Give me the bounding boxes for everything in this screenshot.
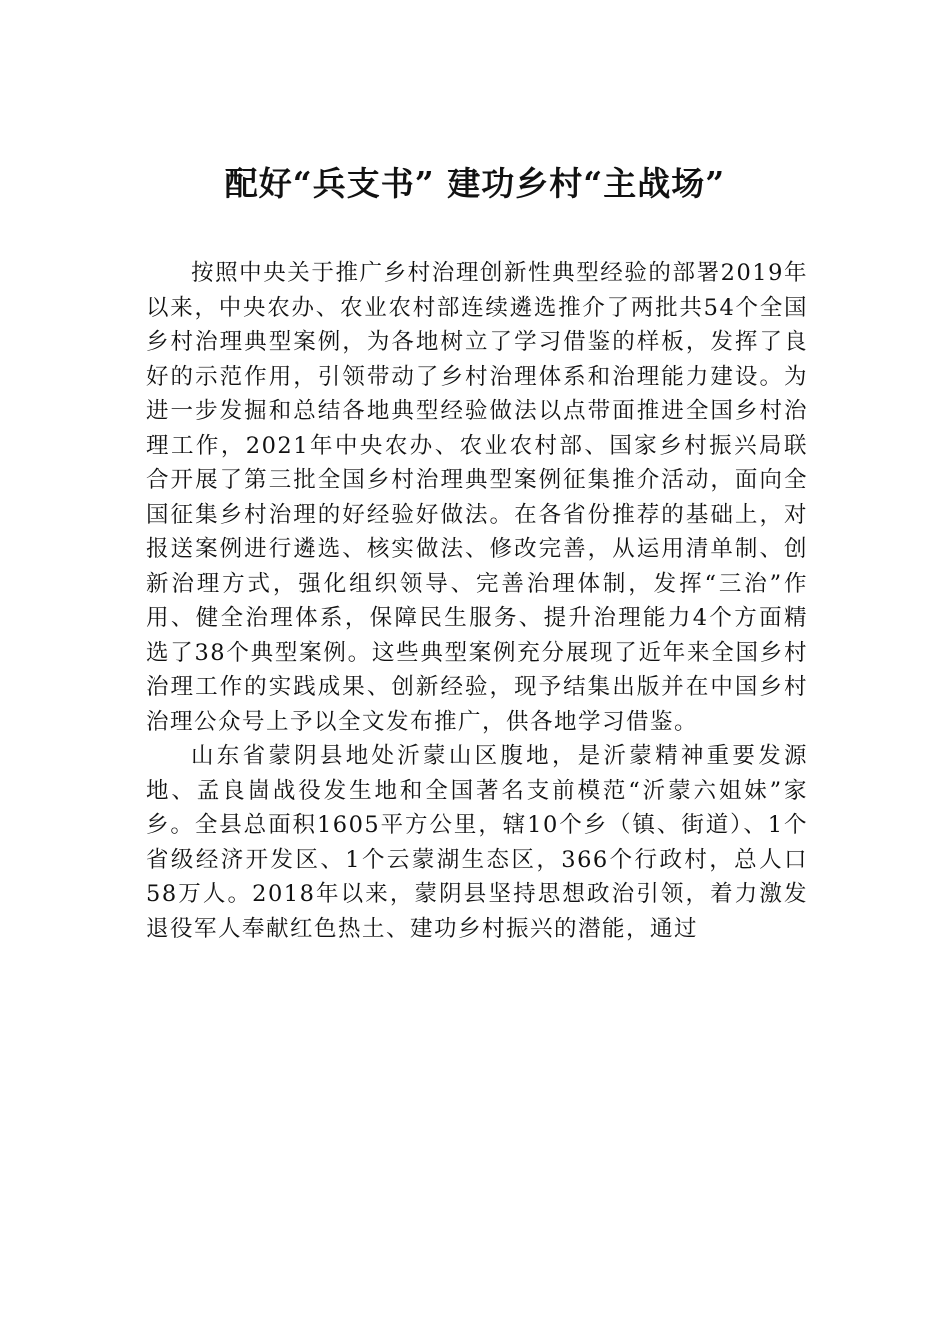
paragraph-2: 山东省蒙阴县地处沂蒙山区腹地，是沂蒙精神重要发源地、孟良崮战役发生地和全国著名支前模范“沂蒙六姐妹”家乡。全县总面积1605平方公里，辖10个乡（镇、街道）、1个省级经济开发区、1个云蒙湖生态区，366个行政村，总人口58万人。2018年以来，蒙阴县坚持思想政治引领，着力激发退役军人奉献红色热土、建功乡村振兴的潜能，通过 [146,743,808,942]
document-body [146,256,808,946]
paragraph-1: 按照中央关于推广乡村治理创新性典型经验的部署2019年以来，中央农办、农业农村部连续遴选推介了两批共54个全国乡村治理典型案例，为各地树立了学习借鉴的样板，发挥了良好的示范作用，引领带动了乡村治理体系和治理能力建设。为进一步发掘和总结各地典型经验做法以点带面推进全国乡村治理工作，2021年中央农办、农业农村部、国家乡村振兴局联合开展了第三批全国乡村治理典型案例征集推介活动，面向全国征集乡村治理的好经验好做法。在各省份推荐的基础上，对报送案例进行遴选、核实做法、修改完善，从运用清单制、创新治理方式，强化组织领导、完善治理体制，发挥“三治”作用、健全治理体系，保障民生服务、提升治理能力4个方面精选了38个典型案例。这些典型案例充分展现了近年来全国乡村治理工作的实践成果、创新经验，现予结集出版并在中国乡村治理公众号上予以全文发布推广，供各地学习借鉴。 [146,260,808,735]
document-title: 配好“兵支书” 建功乡村“主战场” [224,164,726,203]
